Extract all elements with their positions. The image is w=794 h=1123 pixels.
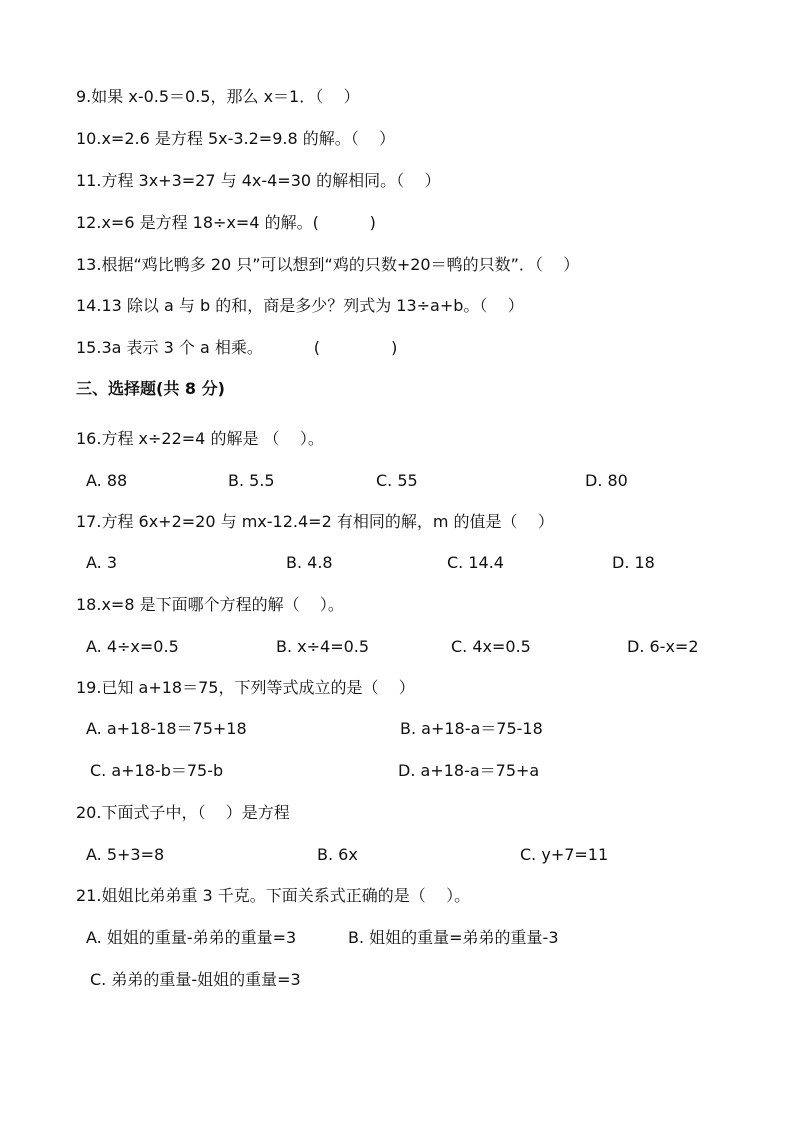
question-13: 13.根据“鸡比鸭多 20 只”可以想到“鸡的只数+20＝鸭的只数”．（ ） (76, 255, 580, 274)
question-18-option-c: C. 4x=0.5 (451, 637, 531, 656)
question-17-option-a: A. 3 (86, 553, 118, 572)
question-17-stem: 17.方程 6x+2=20 与 mx-12.4=2 有相同的解，m 的值是（ ） (76, 512, 554, 531)
question-11: 11.方程 3x+3=27 与 4x-4=30 的解相同。（ ） (76, 171, 441, 190)
question-19-option-a: A. a+18-18＝75+18 (86, 719, 247, 738)
question-20-option-a: A. 5+3=8 (86, 845, 165, 864)
question-21-option-a: A. 姐姐的重量-弟弟的重量=3 (86, 928, 297, 947)
question-21-stem: 21.姐姐比弟弟重 3 千克。下面关系式正确的是（ ）。 (76, 886, 471, 905)
question-16-option-d: D. 80 (585, 471, 628, 490)
question-21-option-c: C. 弟弟的重量-姐姐的重量=3 (90, 970, 301, 989)
question-18-stem: 18.x=8 是下面哪个方程的解（ ）。 (76, 595, 344, 614)
question-19-stem: 19.已知 a+18＝75，下列等式成立的是（ ） (76, 678, 415, 697)
question-16-option-a: A. 88 (86, 471, 128, 490)
question-20-option-b: B. 6x (317, 845, 358, 864)
question-20-option-c: C. y+7=11 (520, 845, 609, 864)
question-10: 10.x=2.6 是方程 5x-3.2=9.8 的解。（ ） (76, 129, 396, 148)
question-18-option-a: A. 4÷x=0.5 (86, 637, 179, 656)
question-21-option-b: B. 姐姐的重量=弟弟的重量-3 (348, 928, 559, 947)
question-19-option-d: D. a+18-a＝75+a (398, 761, 540, 780)
question-9: 9.如果 x-0.5＝0.5，那么 x＝1．（ ） (76, 87, 360, 106)
question-12: 12.x=6 是方程 18÷x=4 的解。( ) (76, 213, 376, 232)
question-19-option-c: C. a+18-b＝75-b (90, 761, 224, 780)
question-19-option-b: B. a+18-a＝75-18 (400, 719, 543, 738)
question-16-option-b: B. 5.5 (228, 471, 275, 490)
question-17-option-c: C. 14.4 (447, 553, 504, 572)
question-18-option-b: B. x÷4=0.5 (276, 637, 370, 656)
question-17-option-d: D. 18 (612, 553, 655, 572)
question-14: 14.13 除以 a 与 b 的和，商是多少？列式为 13÷a+b。（ ） (76, 296, 524, 315)
question-17-option-b: B. 4.8 (286, 553, 333, 572)
question-18-option-d: D. 6-x=2 (627, 637, 699, 656)
question-20-stem: 20.下面式子中，（ ）是方程 (76, 803, 290, 822)
section-heading: 三、选择题(共 8 分) (76, 379, 225, 398)
question-16-stem: 16.方程 x÷22=4 的解是 （ ）。 (76, 429, 324, 448)
question-15: 15.3a 表示 3 个 a 相乘。 ( ) (76, 338, 398, 357)
question-16-option-c: C. 55 (376, 471, 418, 490)
